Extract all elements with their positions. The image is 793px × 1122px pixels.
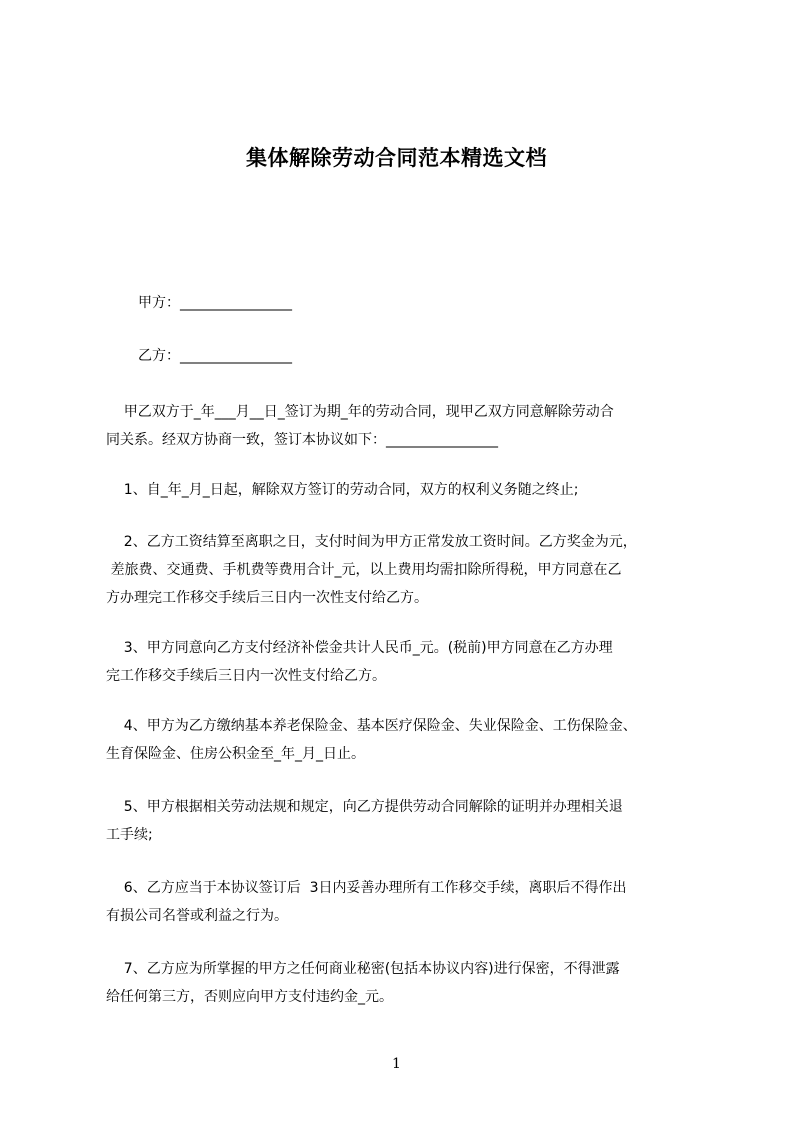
clause-line: 7、乙方应为所掌握的甲方之任何商业秘密(包括本协议内容)进行保密，不得泄露	[106, 961, 620, 977]
clause-line: 6、乙方应当于本协议签订后 3日内妥善办理所有工作移交手续，离职后不得作出	[106, 880, 627, 896]
clause-line: 完工作移交手续后三日内一次性支付给乙方。	[106, 668, 386, 684]
page-number: 1	[392, 1056, 401, 1072]
clause-line: 方办理完工作移交手续后三日内一次性支付给乙方。	[106, 590, 428, 606]
intro-paragraph	[106, 398, 720, 454]
document-title: 集体解除劳动合同范本精选文档	[246, 146, 547, 170]
clause-5	[106, 793, 720, 849]
clause-line: 4、甲方为乙方缴纳基本养老保险金、基本医疗保险金、失业保险金、工伤保险金、	[106, 718, 637, 734]
intro-line: 同关系。经双方协商一致，签订本协议如下：________________	[106, 432, 498, 448]
clause-1	[106, 476, 720, 504]
clause-line: 有损公司名誉或利益之行为。	[106, 908, 288, 924]
party-a-field: 甲方：________________	[138, 295, 292, 311]
clause-line: 给任何第三方，否则应向甲方支付违约金_元。	[106, 989, 393, 1005]
clause-6	[106, 874, 720, 930]
clause-line: 生育保险金、住房公积金至_年_月_日止。	[106, 746, 365, 762]
clause-4	[106, 712, 720, 768]
clause-3	[106, 634, 720, 690]
clause-line: 1、自_年_月_日起，解除双方签订的劳动合同，双方的权利义务随之终止;	[106, 482, 579, 498]
clause-line: 工手续;	[106, 827, 153, 843]
clause-line: 2、乙方工资结算至离职之日，支付时间为甲方正常发放工资时间。乙方奖金为元，	[106, 534, 637, 550]
clause-line: 5、甲方根据相关劳动法规和规定，向乙方提供劳动合同解除的证明并办理相关退	[106, 799, 623, 815]
intro-line: 甲乙双方于_年___月__日_签订为期_年的劳动合同，现甲乙双方同意解除劳动合	[106, 404, 614, 420]
party-b-field: 乙方：________________	[138, 348, 292, 364]
clause-line: 差旅费、交通费、手机费等费用合计_元，以上费用均需扣除所得税，甲方同意在乙	[106, 562, 622, 578]
clause-2	[106, 528, 720, 612]
clause-line: 3、甲方同意向乙方支付经济补偿金共计人民币_元。(税前)甲方同意在乙方办理	[106, 640, 613, 656]
clause-7	[106, 955, 720, 1011]
